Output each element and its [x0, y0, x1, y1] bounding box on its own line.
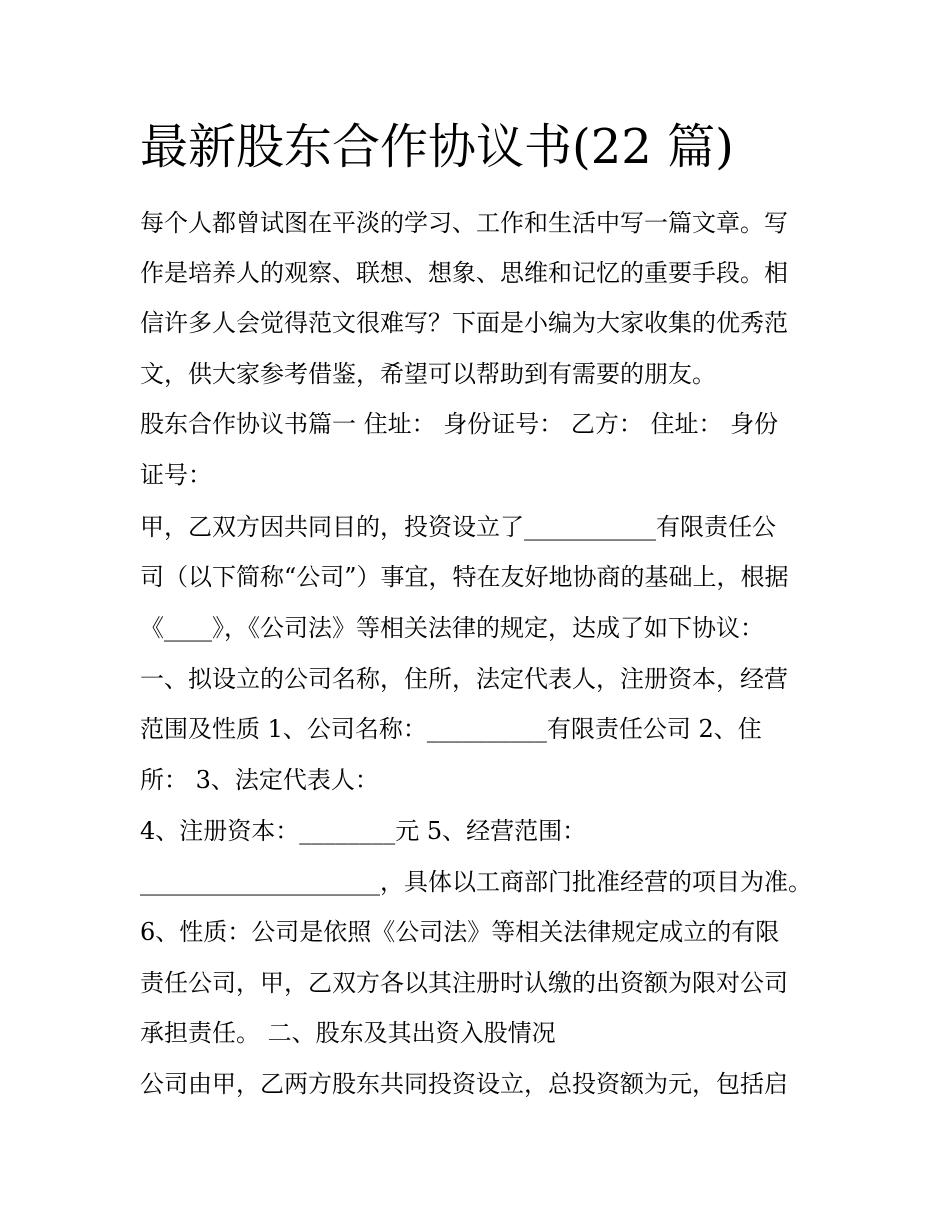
document-title: 最新股东合作协议书(22 篇) [140, 119, 734, 175]
paragraph-line: 范围及性质 1、公司名称：__________有限责任公司 2、住 [140, 715, 762, 743]
paragraph-line: 文，供大家参考借鉴，希望可以帮助到有需要的朋友。 [140, 360, 716, 388]
paragraph-line: 作是培养人的观察、联想、想象、思维和记忆的重要手段。相 [140, 259, 788, 287]
paragraph-line: 股东合作协议书篇一 住址： 身份证号： 乙方： 住址： 身份 [140, 410, 779, 438]
paragraph-line: 证号： [140, 461, 212, 489]
paragraph-line: 责任公司，甲，乙双方各以其注册时认缴的出资额为限对公司 [140, 969, 788, 997]
paragraph-line: 一、拟设立的公司名称，住所，法定代表人，注册资本，经营 [140, 665, 788, 693]
paragraph-line: 公司由甲，乙两方股东共同投资设立，总投资额为元，包括启 [140, 1070, 788, 1098]
paragraph-line: ____________________，具体以工商部门批准经营的项目为准。 [140, 868, 812, 896]
paragraph-line: 4、注册资本：________元 5、经营范围： [140, 817, 587, 845]
paragraph-line: 信许多人会觉得范文很难写？下面是小编为大家收集的优秀范 [140, 309, 788, 337]
paragraph-line: 6、性质：公司是依照《公司法》等相关法律规定成立的有限 [140, 918, 780, 946]
paragraph-line: 甲，乙双方因共同目的，投资设立了___________有限责任公 [140, 513, 776, 541]
paragraph-line: 承担责任。 二、股东及其出资入股情况 [140, 1019, 556, 1047]
paragraph-line: 每个人都曾试图在平淡的学习、工作和生活中写一篇文章。写 [140, 209, 788, 237]
paragraph-line: 司（以下简称“公司”）事宜，特在友好地协商的基础上，根据 [140, 563, 789, 591]
paragraph-line: 所： 3、法定代表人： [140, 766, 379, 794]
paragraph-line: 《____》，《公司法》等相关法律的规定，达成了如下协议： [140, 614, 764, 642]
